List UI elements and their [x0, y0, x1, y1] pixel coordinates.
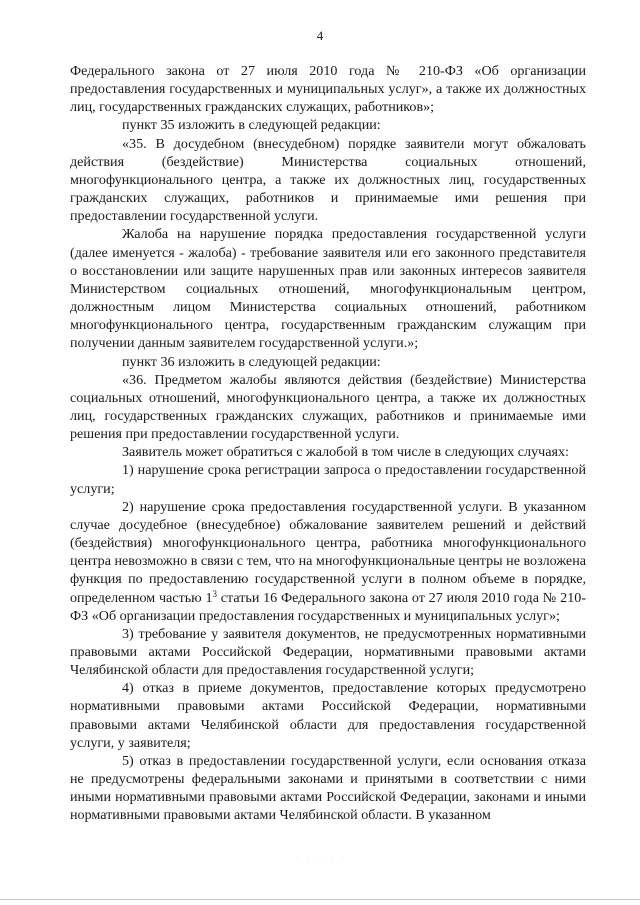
list-item-case-2	[70, 498, 586, 625]
page-number: 4	[316, 28, 324, 43]
list-item-case-1: 1) нарушение срока регистрации запроса о предоставлении государственной услуги;	[70, 462, 586, 497]
case-2-text-continued: статьи 16 Федерального закона от 27 июля 2010 года № 210-ФЗ «Об организации предоставления государственных и муниципальных услуг»;	[70, 589, 587, 624]
list-item-case-4: 4) отказ в приеме документов, предоставление которых предусмотрено нормативными правовыми актами Российской Федерации, нормативными правовыми актами Челябинской области для предоставления государственной услуги, у заявителя;	[70, 680, 586, 751]
list-item-case-3: 3) требование у заявителя документов, не предусмотренных нормативными правовыми актами Российской Федерации, нормативными правовыми актами Челябинской области для предоставления государственной услуги;	[70, 625, 586, 679]
paragraph-cases-intro: Заявитель может обратиться с жалобой в том числе в следующих случаях:	[122, 444, 569, 461]
paragraph-clause-36: «36. Предметом жалобы являются действия (бездействие) Министерства социальных отношений, многофункционального центра, а также их должностных лиц, государственных гражданских служащих, работников и принимаемые ими решения при предоставлении государственной услуги.	[70, 371, 586, 443]
list-item-case-5: 5) отказ в предоставлении государственной услуги, если основания отказа не предусмотрены федеральными законами и принятыми в соответствии с ними иными нормативными правовыми актами Российской Федерации, законами и иными нормативными правовыми актами Челябинской области. В указанном	[70, 752, 586, 824]
paragraph-clause-35-intro: пункт 35 изложить в следующей редакции:	[122, 117, 381, 134]
page-bottom-edge	[0, 899, 640, 900]
case-2-text: 2) нарушение срока предоставления государственной услуги. В указанном случае досудебное (внесудебное) обжалование заявителем решений и действий (бездействия) многофункционального центра, работника многофункционального центра невозможно в связи с тем, что на многофункциональные центры не возложена функция по предоставлению государственной услуги в полном объеме в порядке, определенном частью 1	[70, 498, 586, 606]
paragraph-complaint-definition: Жалоба на нарушение порядка предоставления государственной услуги (далее именуется - жалоба) - требование заявителя или его законного представителя о восстановлении или защите нарушенных прав или законных интересов заявителя Министерством социальных отношений, многофункциональным центром, должностным лицом Министерства социальных отношений, работником многофункционального центра, государственным гражданским служащим при получении данным заявителем государственной услуги.»;	[70, 226, 586, 352]
case-2-superscript: 3	[212, 588, 217, 599]
paragraph-clause-35: «35. В досудебном (внесудебном) порядке заявители могут обжаловать действия (бездействие) Министерства социальных отношений, многофункционального центра, а также их должностных лиц, государственных гражданских служащих, работников и принимаемые ими решения при предоставлении государственной услуги.	[70, 135, 586, 225]
scan-specks: · · ˙ · ·	[296, 856, 348, 862]
paragraph-law-reference: Федерального закона от 27 июля 2010 года № 210-ФЗ «Об организации предоставления государственных и муниципальных услуг», а также их должностных лиц, государственных гражданских служащих, работников»;	[70, 63, 586, 116]
paragraph-clause-36-intro: пункт 36 изложить в следующей редакции:	[122, 353, 381, 370]
document-body	[70, 62, 586, 825]
